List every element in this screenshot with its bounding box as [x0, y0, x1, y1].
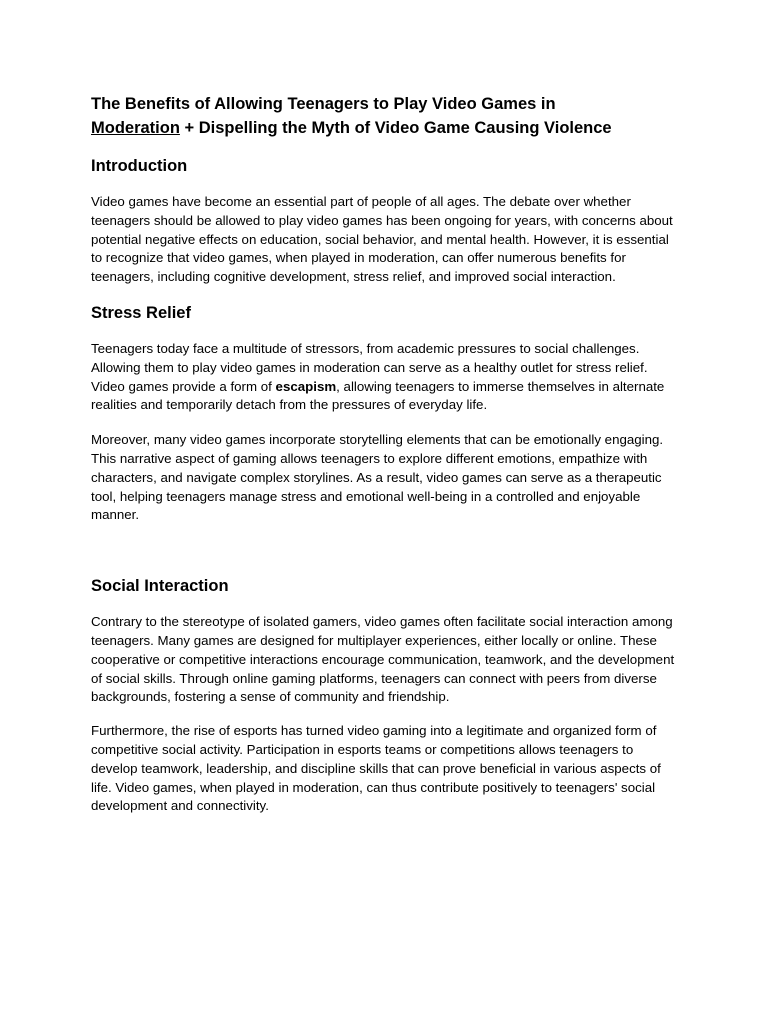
document-page — [91, 92, 681, 816]
introduction-heading: Introduction — [91, 157, 188, 175]
title-part-2: + Dispelling the Myth of Video Game Causing Violence — [179, 119, 612, 137]
document-title — [91, 92, 681, 140]
title-part-1: The Benefits of Allowing Teenagers to Play Video Games in — [91, 95, 556, 113]
stress-relief-heading: Stress Relief — [91, 303, 191, 322]
social-interaction-paragraph-1: Contrary to the stereotype of isolated gamers, video games often facilitate social interaction among teenagers. Many games are designed for multiplayer experiences, either locally or online. These cooperative or competitive interactions encourage communication, teamwork, and the development of social skills. Through online gaming platforms, teenagers can connect with peers from diverse backgrounds, fostering a sense of community and friendship. — [91, 614, 675, 705]
stress-relief-paragraph-2: Moreover, many video games incorporate storytelling elements that can be emotionally engaging. This narrative aspect of gaming allows teenagers to explore different emotions, empathize with characters, and navigate complex storylines. As a result, video games can serve as a therapeutic tool, helping teenagers manage stress and emotional well-being in a controlled and enjoyable manner. — [91, 432, 664, 523]
social-interaction-heading: Social Interaction — [91, 577, 229, 596]
escapism-bold-term: escapism — [275, 378, 337, 394]
introduction-paragraph: Video games have become an essential part of people of all ages. The debate over whether teenagers should be allowed to play video games has been ongoing for years, with concerns about potential negative effects on education, social behavior, and mental health. However, it is essential to recognize that video games, when played in moderation, can offer numerous benefits for teenagers, including cognitive development, stress relief, and improved social interaction. — [91, 194, 673, 285]
stress-relief-paragraph-1-after: , allowing teenagers to immerse themselves in alternate realities and temporarily detach from the pressures of everyday life. — [91, 378, 665, 413]
stress-relief-paragraph-1-before: Teenagers today face a multitude of stressors, from academic pressures to social challenges. Allowing them to play video games in moderation can serve as a healthy outlet for stress relief. Video games provide a form of — [91, 340, 648, 394]
title-underlined-word: Moderation — [91, 119, 180, 137]
stress-relief-paragraph-1 — [91, 340, 681, 415]
social-interaction-paragraph-2: Furthermore, the rise of esports has turned video gaming into a legitimate and organized form of competitive social activity. Participation in esports teams or competitions allows teenagers to develop teamwork, leadership, and discipline skills that can prove beneficial in various aspects of life. Video games, when played in moderation, can thus contribute positively to teenagers' social development and connectivity. — [91, 723, 661, 814]
